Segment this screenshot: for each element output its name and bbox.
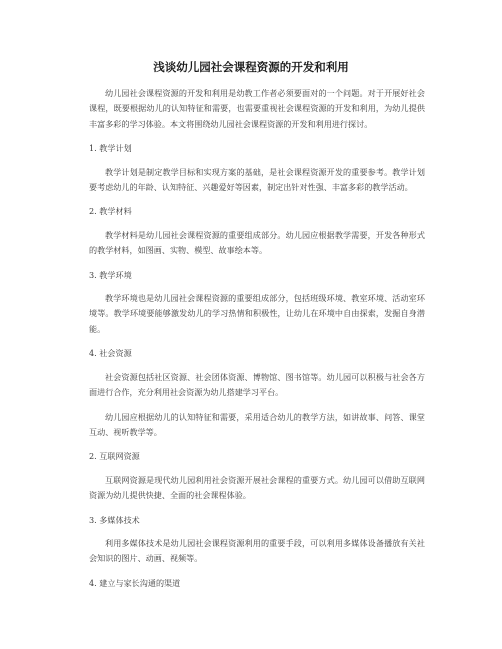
paragraph: 社会资源包括社区资源、社会团体资源、博物馆、图书馆等。幼儿园可以积极与社会各方面进行合作，充分利用社会资源为幼儿搭建学习平台。 bbox=[89, 371, 425, 398]
section-heading: 3. 教学环境 bbox=[89, 269, 132, 280]
section-heading: 2. 互联网资源 bbox=[89, 451, 140, 462]
section-heading: 4. 社会资源 bbox=[89, 348, 132, 359]
paragraph: 教学材料是幼儿园社会课程资源的重要组成部分。幼儿园应根据教学需要，开发各种形式的教学材料，如图画、实物、模型、故事绘本等。 bbox=[89, 229, 425, 256]
section-heading: 1. 教学计划 bbox=[89, 143, 132, 154]
page-title: 浅谈幼儿园社会课程资源的开发和利用 bbox=[153, 60, 349, 74]
paragraph: 互联网资源是现代幼儿园利用社会资源开展社会课程的重要方式。幼儿园可以借助互联网资源为幼儿提供快捷、全面的社会课程体验。 bbox=[89, 474, 425, 501]
paragraph: 教学环境也是幼儿园社会课程资源的重要组成部分，包括班级环境、教室环境、活动室环境等。教学环境要能够激发幼儿的学习热情和积极性，让幼儿在环境中自由探索，发掘自身潜能。 bbox=[89, 293, 425, 334]
section-heading: 4. 建立与家长沟通的渠道 bbox=[89, 577, 181, 588]
document-body bbox=[89, 86, 425, 599]
section-heading: 3. 多媒体技术 bbox=[89, 514, 140, 525]
paragraph: 幼儿园应根据幼儿的认知特征和需要，采用适合幼儿的教学方法，如讲故事、问答、课堂互动、视听教学等。 bbox=[89, 411, 425, 437]
paragraph: 利用多媒体技术是幼儿园社会课程资源利用的重要手段，可以利用多媒体设备播放有关社会知识的图片、动画、视频等。 bbox=[89, 537, 425, 564]
paragraph: 教学计划是制定教学目标和实现方案的基础，是社会课程资源开发的重要参考。教学计划要考虑幼儿的年龄、认知特征、兴趣爱好等因素，制定出针对性强、丰富多彩的教学活动。 bbox=[89, 166, 425, 193]
section-heading: 2. 教学材料 bbox=[89, 206, 132, 217]
paragraph: 幼儿园社会课程资源的开发和利用是幼教工作者必须要面对的一个问题。对于开展好社会课程，既要根据幼儿的认知特征和需要，也需要重视社会课程资源的开发和利用，为幼儿提供丰富多彩的学习体验。本文将围绕幼儿园社会课程资源的开发和利用进行探讨。 bbox=[89, 88, 425, 129]
